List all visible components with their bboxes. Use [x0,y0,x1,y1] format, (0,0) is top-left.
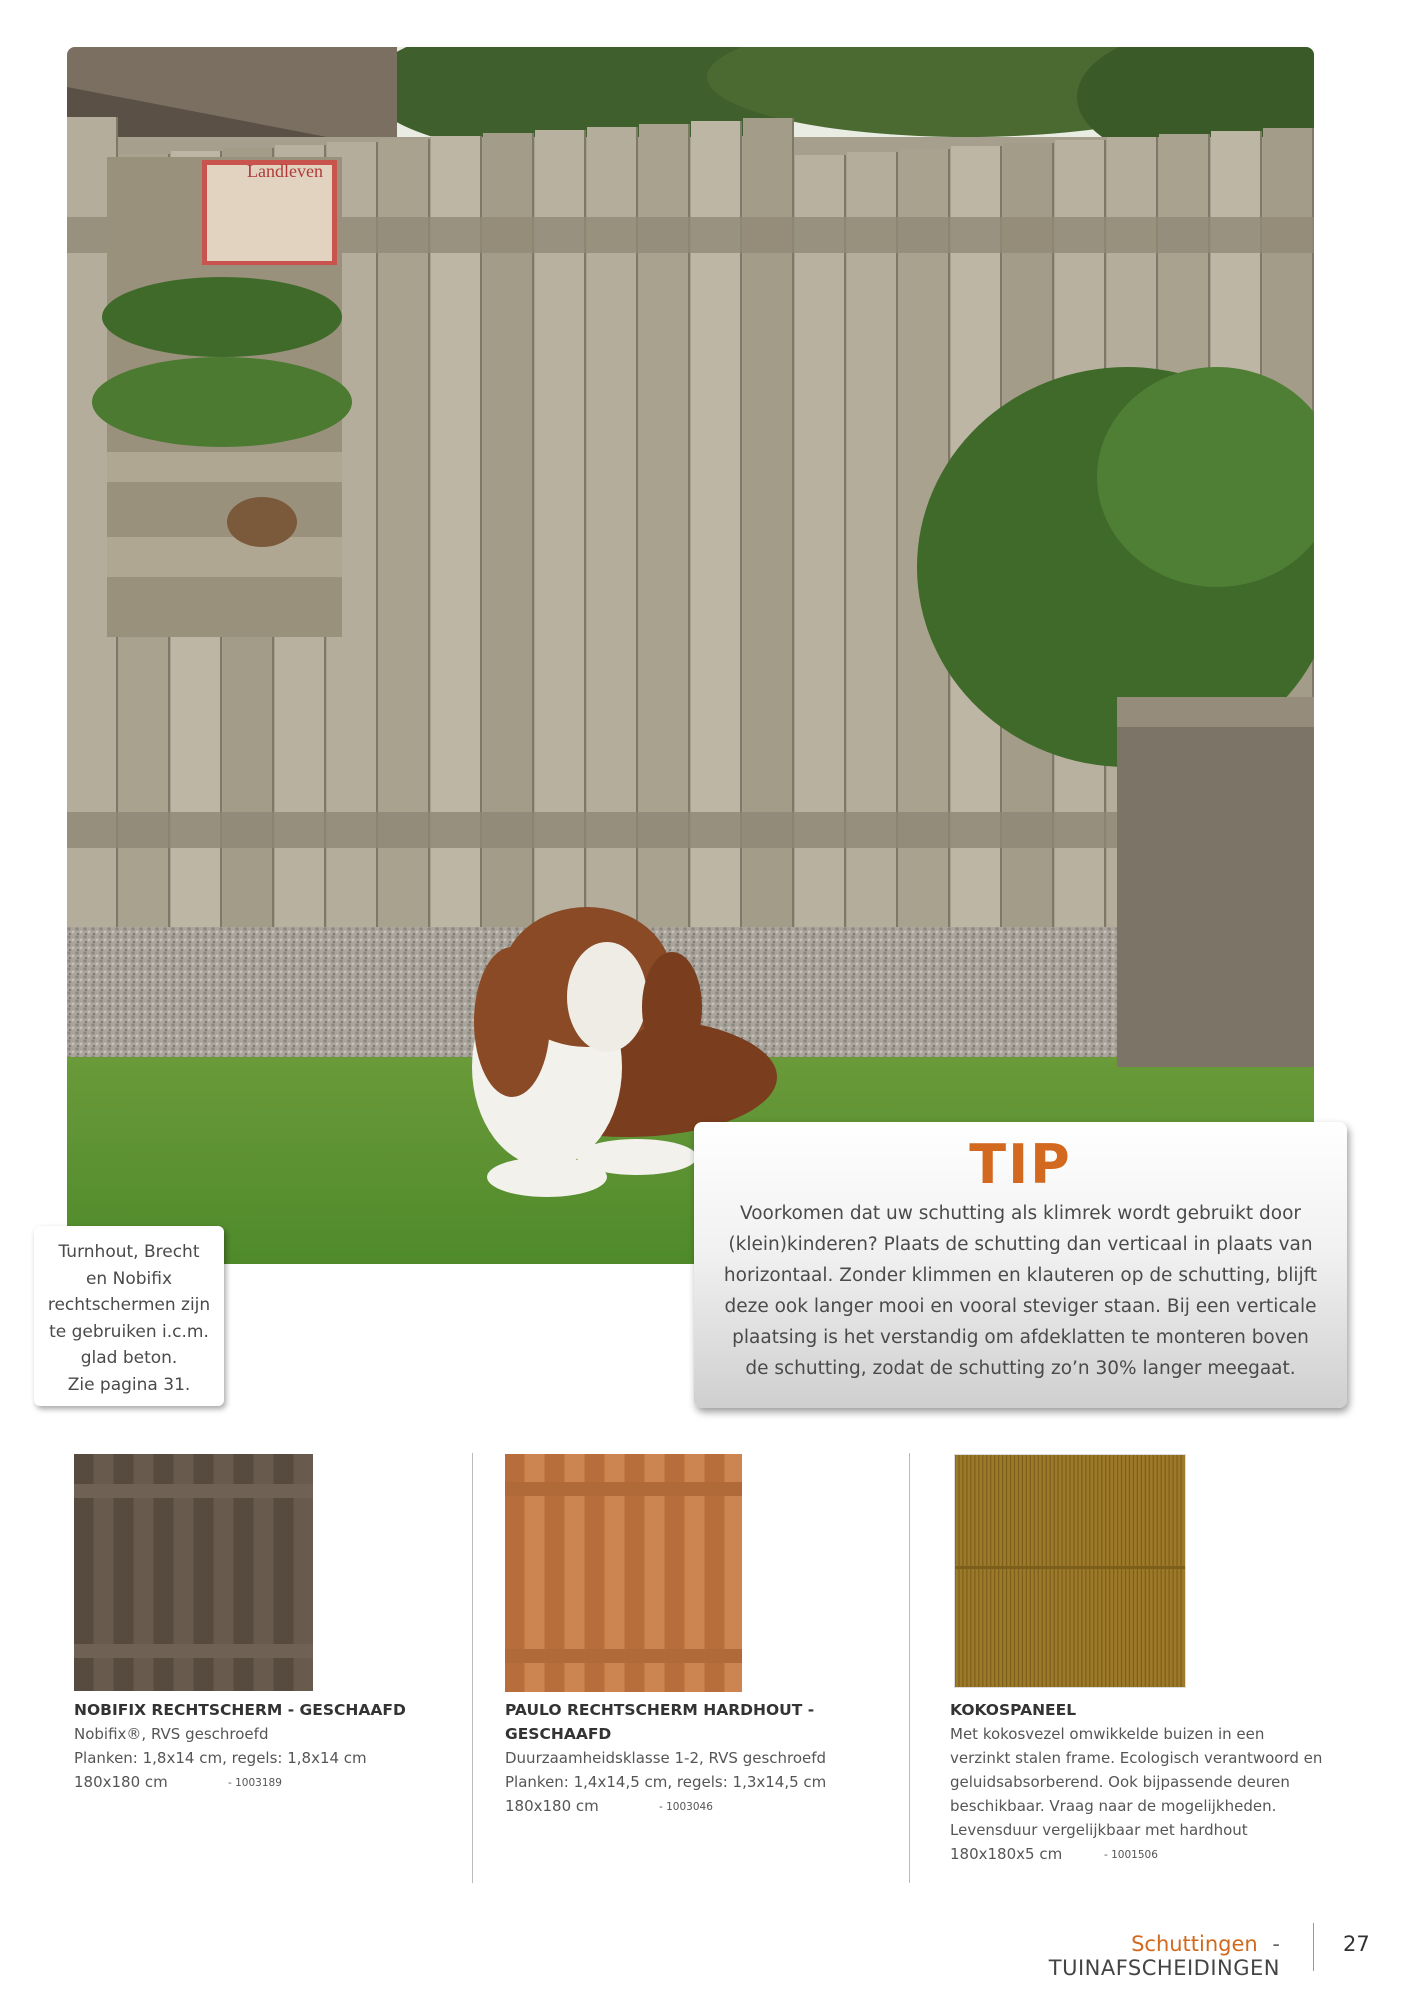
product-kokos [950,1698,1330,1866]
column-divider [909,1453,910,1883]
column-divider [472,1453,473,1883]
footer-divider [1313,1923,1314,1971]
magazine-title: Landleven [247,161,323,181]
garden-fence-dog-image [67,47,1314,1264]
product-desc-line: geluidsabsorberend. Ook bijpassende deuren [950,1773,1290,1791]
product-desc-line: Met kokosvezel omwikkelde buizen in een [950,1725,1265,1743]
footer-separator: - [1272,1932,1280,1956]
nobifix-panel-image [74,1454,313,1691]
caption-line: te gebruiken i.c.m. [49,1321,209,1342]
product-desc-line: Duurzaamheidsklasse 1-2, RVS geschroefd [505,1749,827,1767]
product-size-row [505,1794,895,1818]
tip-title: TIP [969,1133,1072,1196]
product-desc-line: Planken: 1,4x14,5 cm, regels: 1,3x14,5 cm [505,1773,827,1791]
product-desc-line: Levensduur vergelijkbaar met hardhout [950,1821,1248,1839]
product-paulo [505,1698,895,1818]
product-size-row [74,1770,454,1794]
footer-section: Schuttingen [1131,1932,1258,1956]
product-title: PAULO RECHTSCHERM HARDHOUT - [505,1701,815,1719]
product-size: 180x180 cm [74,1773,168,1791]
product-title: KOKOSPANEEL [950,1701,1077,1719]
caption-line: glad beton. [80,1348,178,1368]
paulo-panel-image [505,1454,742,1692]
tip-line: horizontaal. Zonder klimmen en klauteren op de schutting, blijft [723,1265,1318,1286]
product-title: GESCHAAFD [505,1725,612,1743]
product-code: - 1001506 [1104,1849,1158,1861]
product-nobifix [74,1698,454,1794]
product-title: NOBIFIX RECHTSCHERM - GESCHAAFD [74,1701,406,1719]
caption-line: Turnhout, Brecht [58,1242,200,1262]
tip-line: de schutting, zodat de schutting zo’n 30% langer meegaat. [745,1358,1296,1379]
product-size: 180x180x5 cm [950,1845,1063,1863]
tip-line: Voorkomen dat uw schutting als klimrek wordt gebruikt door [739,1203,1302,1224]
caption-line: en Nobifix [85,1268,173,1289]
product-desc-line: verzinkt stalen frame. Ecologisch verantwoord en [950,1749,1323,1767]
product-desc-line: beschikbaar. Vraag naar de mogelijkheden. [950,1797,1277,1815]
footer-category: TUINAFSCHEIDINGEN [1048,1956,1280,1980]
page-number: 27 [1343,1932,1370,1956]
tip-box [694,1122,1347,1408]
tip-body [694,1198,1347,1384]
hero-photo [67,47,1314,1264]
tip-line: plaatsing is het verstandig om afdeklatten te monteren boven [732,1327,1309,1348]
kokos-panel-image [954,1454,1186,1688]
product-code: - 1003189 [228,1777,282,1789]
product-desc-line: Nobifix®, RVS geschroefd [74,1725,269,1743]
tip-line: deze ook langer mooi en vooral steviger staan. Bij een verticale [724,1296,1317,1317]
footer-section-label [900,1932,1280,1980]
product-desc-line: Planken: 1,8x14 cm, regels: 1,8x14 cm [74,1749,367,1767]
caption-line: rechtschermen zijn [47,1295,211,1315]
product-size-row [950,1842,1330,1866]
product-code: - 1003046 [659,1801,713,1813]
photo-caption [34,1226,224,1406]
tip-line: (klein)kinderen? Plaats de schutting dan verticaal in plaats van [728,1234,1313,1255]
caption-line: Zie pagina 31. [67,1374,191,1395]
product-size: 180x180 cm [505,1797,599,1815]
